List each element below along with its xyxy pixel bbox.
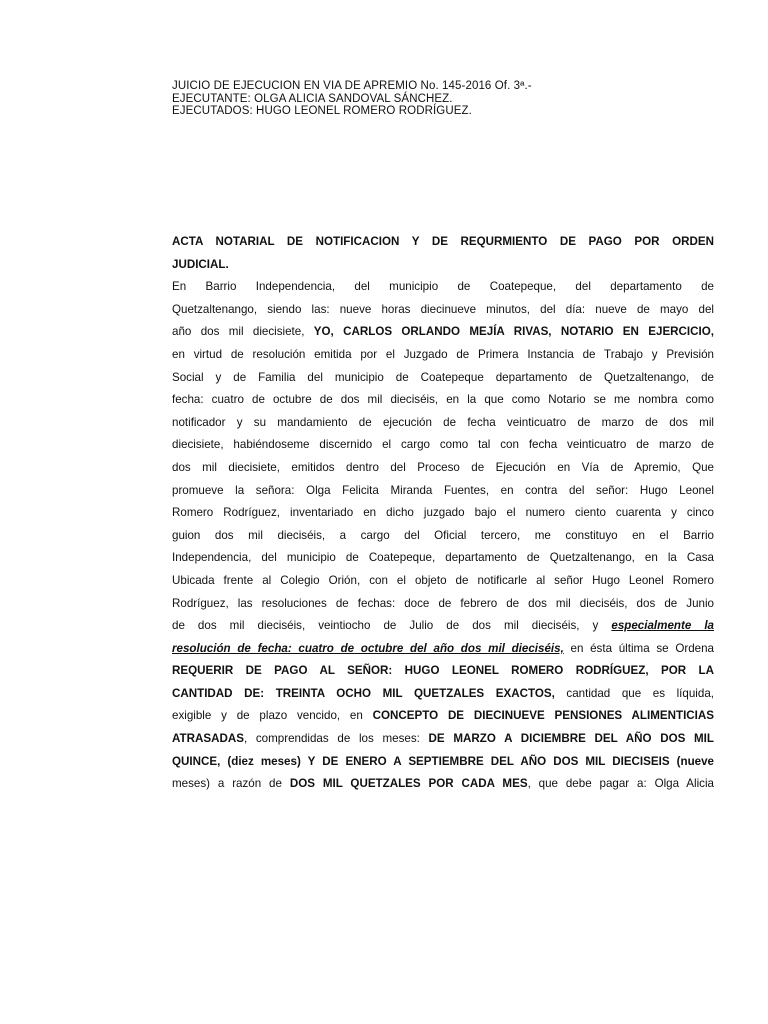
paragraph-line [172, 321, 714, 344]
emphasized-text: resolución de fecha: cuatro de octubre del año dos mil dieciséis, [172, 641, 564, 655]
paragraph-line: promueve la señora: Olga Felicita Miranda Fuentes, en contra del señor: Hugo Leonel [172, 483, 714, 497]
paragraph-text: meses) a razón de [172, 777, 290, 791]
ejecutados-line: EJECUTADOS: HUGO LEONEL ROMERO RODRÍGUEZ. [172, 105, 472, 117]
rate-text: DOS MIL QUETZALES POR CADA MES [289, 777, 528, 791]
period-text: DE MARZO A DICIEMBRE DEL AÑO DOS MIL [428, 732, 714, 746]
paragraph-text: en ésta última se Ordena [563, 641, 714, 655]
concept-text: CONCEPTO DE DIECINUEVE PENSIONES ALIMENTICIAS [372, 709, 714, 723]
paragraph-line: QUINCE, (diez meses) Y DE ENERO A SEPTIEMBRE DEL AÑO DOS MIL DIECISEIS (nueve [172, 754, 714, 768]
paragraph-line: en virtud de resolución emitida por el Juzgado de Primera Instancia de Trabajo y Previsión [172, 347, 714, 361]
paragraph-line: Social y de Familia del municipio de Coatepeque departamento de Quetzaltenango, de [172, 370, 714, 384]
case-header [172, 80, 592, 118]
paragraph-text: , que debe pagar a: Olga Alicia [527, 777, 714, 791]
notary-name: YO, CARLOS ORLANDO MEJÍA RIVAS, NOTARIO EN EJERCICIO, [313, 325, 714, 339]
case-number-line: JUICIO DE EJECUCION EN VIA DE APREMIO No. 145-2016 Of. 3ª.- [172, 80, 532, 92]
paragraph-line [172, 728, 714, 751]
concept-text: ATRASADAS [172, 732, 244, 746]
paragraph-text: , comprendidas de los meses: [243, 732, 429, 746]
amount-text: CANTIDAD DE: TREINTA OCHO MIL QUETZALES EXACTOS, [172, 686, 555, 700]
emphasized-text: especialmente la [611, 619, 714, 633]
ejecutante-line: EJECUTANTE: OLGA ALICIA SANDOVAL SÁNCHEZ. [172, 92, 453, 105]
paragraph-line: guion dos mil dieciséis, a cargo del Oficial tercero, me constituyo en el Barrio [172, 528, 714, 542]
paragraph-line: dos mil diecisiete, emitidos dentro del Proceso de Ejecución en Vía de Apremio, Que [172, 460, 714, 474]
paragraph-line [172, 615, 714, 638]
paragraph-text: de dos mil dieciséis, veintiocho de Julio de dos mil dieciséis, y [172, 619, 612, 633]
paragraph-line: notificador y su mandamiento de ejecución de fecha veinticuatro de marzo de dos mil [172, 415, 714, 429]
paragraph-text: exigible y de plazo vencido, en [172, 709, 373, 723]
paragraph-line [172, 705, 714, 728]
document-title-line-1: ACTA NOTARIAL DE NOTIFICACION Y DE REQURMIENTO DE PAGO POR ORDEN [172, 235, 714, 248]
paragraph-line: Rodríguez, las resoluciones de fechas: doce de febrero de dos mil dieciséis, dos de Junio [172, 596, 714, 610]
paragraph-line [172, 638, 714, 661]
paragraph-text: año dos mil diecisiete, [172, 325, 314, 339]
paragraph-line: Romero Rodríguez, inventariado en dicho juzgado bajo el numero ciento cuarenta y cinco [172, 506, 714, 520]
paragraph-line [172, 773, 714, 796]
paragraph-line: REQUERIR DE PAGO AL SEÑOR: HUGO LEONEL ROMERO RODRÍGUEZ, POR LA [172, 664, 714, 678]
paragraph-text: cantidad que es líquida, [554, 686, 714, 700]
paragraph-line [172, 683, 714, 706]
paragraph-line: En Barrio Independencia, del municipio de Coatepeque, del departamento de [172, 280, 714, 294]
paragraph-line: fecha: cuatro de octubre de dos mil dieciséis, en la que como Notario se me nombra como [172, 393, 714, 407]
paragraph-line: Independencia, del municipio de Coatepeque, departamento de Quetzaltenango, en la Casa [172, 551, 714, 565]
document-body [172, 231, 714, 796]
document-title-line-2: JUDICIAL. [172, 257, 229, 271]
paragraph-line: Ubicada frente al Colegio Orión, con el objeto de notificarle al señor Hugo Leonel Romero [172, 573, 714, 587]
paragraph-line: diecisiete, habiéndoseme discernido el cargo como tal con fecha veinticuatro de marzo de [172, 438, 714, 452]
paragraph-line: Quetzaltenango, siendo las: nueve horas diecinueve minutos, del día: nueve de mayo del [172, 302, 714, 316]
